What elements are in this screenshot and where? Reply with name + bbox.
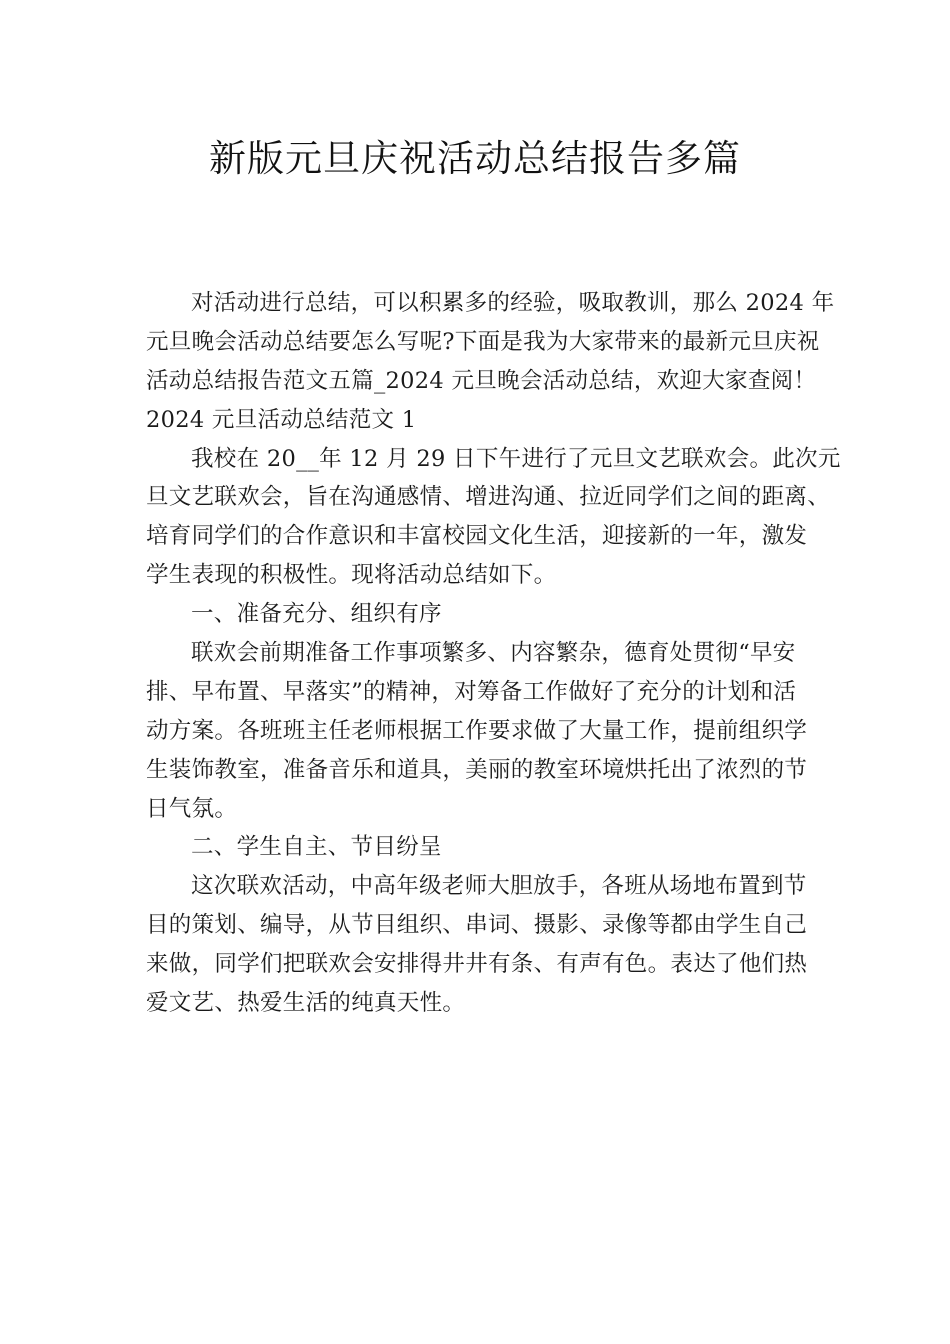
subheading: 一、准备充分、组织有序 xyxy=(191,601,442,628)
text-line: 培育同学们的合作意识和丰富校园文化生活，迎接新的一年，激发 xyxy=(146,523,808,550)
text-line: 来做，同学们把联欢会安排得井井有条、有声有色。表达了他们热 xyxy=(146,951,808,978)
text-line: 我校在 20__年 12 月 29 日下午进行了元旦文艺联欢会。此次元 xyxy=(191,445,841,472)
subheading: 二、学生自主、节目纷呈 xyxy=(191,834,442,861)
text-line: 联欢会前期准备工作事项繁多、内容繁杂，德育处贯彻“早安 xyxy=(191,640,796,667)
text-line: 元旦晚会活动总结要怎么写呢?下面是我为大家带来的最新元旦庆祝 xyxy=(146,328,820,355)
text-line: 旦文艺联欢会，旨在沟通感情、增进沟通、拉近同学们之间的距离、 xyxy=(146,484,831,511)
text-line: 爱文艺、热爱生活的纯真天性。 xyxy=(146,990,466,1017)
section-heading: 2024 元旦活动总结范文 1 xyxy=(146,406,417,433)
text-line: 这次联欢活动，中高年级老师大胆放手，各班从场地布置到节 xyxy=(191,873,807,900)
text-line: 对活动进行总结，可以积累多的经验，吸取教训，那么 2024 年 xyxy=(191,290,835,316)
document-body xyxy=(146,284,841,1023)
text-line: 目的策划、编导，从节目组织、串词、摄影、录像等都由学生自己 xyxy=(146,912,808,939)
document-title: 新版元旦庆祝活动总结报告多篇 xyxy=(209,137,741,180)
text-line: 活动总结报告范文五篇_2024 元旦晚会活动总结，欢迎大家查阅！ xyxy=(146,367,817,394)
text-line: 学生表现的积极性。现将活动总结如下。 xyxy=(146,562,557,589)
text-line: 日气氛。 xyxy=(146,795,238,822)
text-line: 排、早布置、早落实”的精神，对筹备工作做好了充分的计划和活 xyxy=(146,678,797,705)
text-line: 动方案。各班班主任老师根据工作要求做了大量工作，提前组织学 xyxy=(146,717,808,744)
text-line: 生装饰教室，准备音乐和道具，美丽的教室环境烘托出了浓烈的节 xyxy=(146,756,808,783)
